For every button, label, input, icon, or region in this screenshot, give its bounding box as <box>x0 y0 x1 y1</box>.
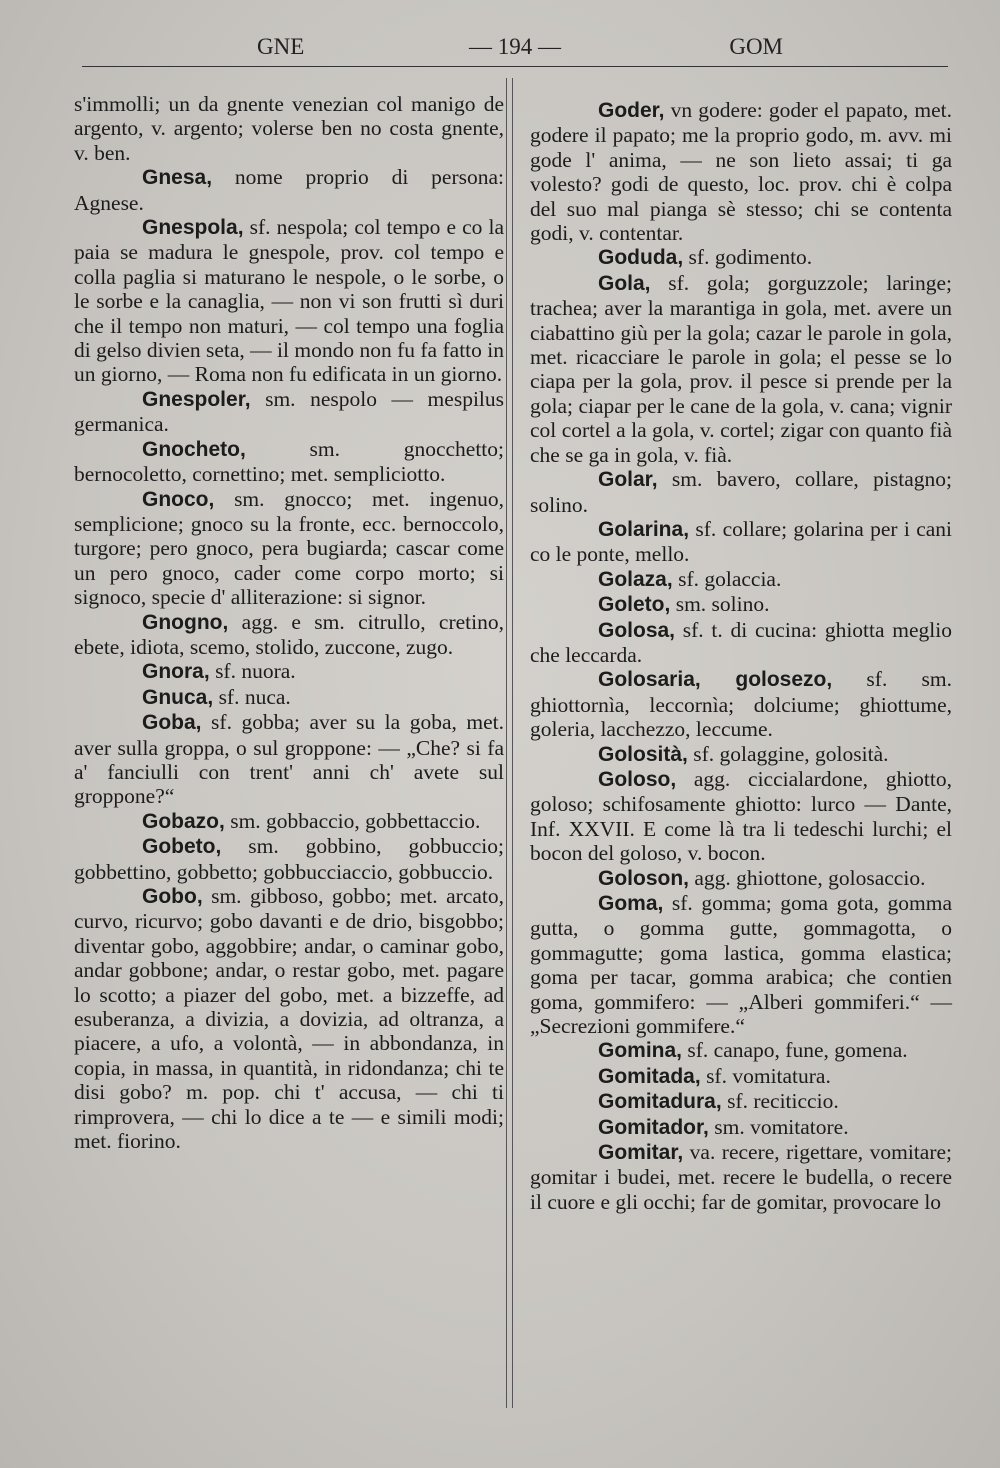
dictionary-entry <box>74 834 504 884</box>
page-number: — 194 — <box>469 34 561 59</box>
entry-definition: sf. nuca. <box>218 684 291 709</box>
entry-definition: sf. nuora. <box>215 659 296 684</box>
entry-definition: sf. golaccia. <box>678 566 782 591</box>
dictionary-entry <box>530 98 952 245</box>
entry-headword: Goder, <box>598 99 665 122</box>
entry-headword: Gnoco, <box>142 487 215 511</box>
entry-definition: nome proprio di persona: Agnese. <box>74 165 505 215</box>
entry-headword: Goma, <box>598 892 664 915</box>
dictionary-entry <box>530 467 952 517</box>
dictionary-entry <box>530 517 952 567</box>
dictionary-entry <box>74 610 504 660</box>
entry-headword: Golarina, <box>598 517 690 541</box>
dictionary-entry <box>74 92 504 165</box>
entry-definition: agg. ciccialardone, ghiotto, goloso; schifosamente ghiotto: lurco — Dante, Inf. XXVII. E come là tra li tedeschi lurchi; el bocon del goloso, v. bocon. <box>530 766 952 866</box>
dictionary-entry <box>530 1064 952 1089</box>
entry-definition: agg. ghiottone, golosaccio. <box>694 865 926 890</box>
dictionary-entry <box>530 245 952 270</box>
dictionary-entry <box>530 592 952 617</box>
entry-definition: sf. vomitatura. <box>706 1063 831 1088</box>
entry-headword: Goloso, <box>598 767 677 791</box>
header-left-guide-word: GNE <box>257 34 305 59</box>
entry-headword: Gola, <box>598 271 651 295</box>
entry-definition: sf. gomma; goma gota, gomma gutta, o gomma gutte, gommagotta, o gommagutte; goma lastica, gomma elastica; goma per tacar, gomma arabica; che contien goma, gommifero: — „Alberi gommiferi.“ — „Secrezioni gommifere.“ <box>530 891 953 1039</box>
entry-definition: sm. gnocco; met. ingenuo, semplicione; gnoco su la fronte, ecc. bernoccolo, turgore; pero gnoco, pera bugiarda; cascar come un pero gnoco, cader come corpo morto; si signoco, specie d' alliterazione: si signor. <box>74 486 504 610</box>
entry-definition: s'immolli; un da gnente venezian col manigo de argento, v. argento; volerse ben no costa gnente, v. ben. <box>74 92 504 165</box>
entry-headword: Gobeto, <box>142 835 222 859</box>
header-right-guide-word: GOM <box>729 34 783 59</box>
entry-definition: va. recere, rigettare, vomitare; gomitar i budei, met. recere le budella, o recere il cuore e gli occhi; far de gomitar, provocare lo <box>530 1140 952 1214</box>
dictionary-entry <box>74 884 504 1153</box>
entry-definition: sm. gibboso, gobbo; met. arcato, curvo, ricurvo; gobo davanti e de drio, bisgobbo; diventar gobo, aggobbire; andar, o caminar gobo, andar gobbone; andar, o restar gobo, met. pagare lo scotto; a piazer del gobo, met. a bizzeffe, ad esuberanza, a divizia, a dovizia, ad oltranza, a piacere, a ufo, a volontà, — in abbondanza, in copia, in massa, in quantità, in ridondanza; chi te disi gobo? m. pop. chi t' accusa, — chi ti rimprovera, — chi lo dice a te — e simili modi; met. fiorino. <box>74 884 504 1154</box>
entry-headword: Gnespoler, <box>142 387 251 411</box>
right-column <box>530 98 952 1214</box>
entry-definition: sf. sm. ghiottornìa, leccornìa; dolciume; ghiottume, goleria, lacchezzo, leccume. <box>530 667 952 742</box>
entry-headword: Gobo, <box>142 885 203 908</box>
entry-headword: Golosità, <box>598 742 688 766</box>
entry-definition: sf. golaggine, golosità. <box>693 741 889 766</box>
dictionary-entry <box>530 667 952 741</box>
dictionary-entry <box>530 271 952 467</box>
dictionary-entry <box>530 1089 952 1114</box>
dictionary-entry <box>74 487 504 610</box>
dictionary-entry <box>530 1140 952 1214</box>
entry-headword: Gnespola, <box>142 216 244 240</box>
entry-headword: Goba, <box>142 711 202 735</box>
dictionary-entry <box>74 215 504 387</box>
dictionary-entry <box>74 685 504 710</box>
dictionary-entry <box>74 710 504 809</box>
entry-definition: sf. gola; gorguzzole; laringe; trachea; aver la marantiga in gola, met. avere un ciabattino giù per la gola; cazar le parole in gola, met. ricacciare le parole in gola; el pesse se lo ciapa per la gola, prov. il pesce si prende per la gola; ciapar per le cane de la gola, v. cana; vignir col cortel a la gola, v. cortel; zigar con quanto fià che se ga in gola, v. fià. <box>530 270 953 467</box>
header-rule <box>82 66 948 67</box>
entry-definition: sm. nespolo — mespilus germanica. <box>74 386 505 437</box>
entry-headword: Gomina, <box>598 1039 683 1063</box>
entry-definition: sf. reciticcio. <box>727 1089 839 1114</box>
entry-definition: sm. gobbaccio, gobbettaccio. <box>230 808 481 833</box>
left-column <box>74 92 504 1153</box>
dictionary-entry <box>530 891 952 1038</box>
dictionary-entry <box>74 659 504 684</box>
entry-headword: Gnuca, <box>142 685 214 709</box>
dictionary-entry <box>74 809 504 834</box>
dictionary-entry <box>530 567 952 592</box>
entry-definition: vn godere: goder el papato, met. godere il papato; me la proprio godo, m. avv. mi gode l' anima, — ne son lieto assai; ti ga volesto? godi de questo, loc. prov. chi è colpa del suo mal pianga sè stesso; chi se contenta godi, v. contentar. <box>530 98 952 246</box>
dictionary-entry <box>74 437 504 487</box>
entry-headword: Gomitador, <box>598 1115 709 1139</box>
dictionary-entry <box>530 742 952 767</box>
column-divider <box>506 78 513 1408</box>
entry-definition: sm. gnocchetto; bernocoletto, cornettino; met. sempliciotto. <box>74 436 505 487</box>
entry-headword: Gomitadura, <box>598 1090 722 1114</box>
entry-headword: Gnesa, <box>142 166 213 190</box>
entry-definition: sm. bavero, collare, pistagno; solino. <box>530 467 952 517</box>
entry-headword: Gnocheto, <box>142 437 246 461</box>
entry-headword: Golosaria, golosezo, <box>598 668 833 692</box>
dictionary-entry <box>74 165 504 215</box>
entry-definition: agg. e sm. citrullo, cretino, ebete, idiota, scemo, stolido, zuccone, zugo. <box>74 609 504 659</box>
entry-headword: Gomitada, <box>598 1064 701 1088</box>
entry-headword: Golaza, <box>598 567 673 591</box>
entry-definition: sf. nespola; col tempo e co la paia se madura le gnespole, prov. col tempo e colla paglia si maturano le nespole, o le sorbe, o le sorbe e la canaglia, — non vi son frutti sì duri che il tempo non maturi, — col tempo una foglia di gelso divien seta, — il mondo non fu fa fatto in un giorno, — Roma non fu edificata in un giorno. <box>74 215 504 387</box>
dictionary-entry <box>530 1038 952 1063</box>
dictionary-entry <box>530 1115 952 1140</box>
entry-headword: Goleto, <box>598 593 671 617</box>
entry-headword: Goloson, <box>598 866 689 890</box>
entry-definition: sf. gobba; aver su la goba, met. aver sulla groppa, o sul groppone: — „Che? si fa a' fanciulli con trent' anni ch' avete sul groppone?“ <box>74 710 505 809</box>
entry-headword: Gnogno, <box>142 610 229 634</box>
entry-headword: Goduda, <box>598 246 684 270</box>
entry-headword: Gomitar, <box>598 1141 684 1165</box>
entry-definition: sf. t. di cucina: ghiotta meglio che leccarda. <box>530 617 952 667</box>
entry-definition: sf. canapo, fune, gomena. <box>687 1038 908 1063</box>
entry-headword: Golar, <box>598 468 658 492</box>
entry-definition: sf. collare; golarina per i cani co le ponte, mello. <box>530 516 952 567</box>
entry-definition: sm. vomitatore. <box>714 1114 849 1139</box>
dictionary-entry <box>530 866 952 891</box>
entry-definition: sf. godimento. <box>688 245 813 270</box>
entry-headword: Gnora, <box>142 660 210 684</box>
dictionary-entry <box>530 767 952 866</box>
entry-definition: sm. gobbino, gobbuccio; gobbettino, gobbetto; gobbucciaccio, gobbuccio. <box>74 834 504 884</box>
dictionary-entry <box>74 387 504 437</box>
entry-headword: Golosa, <box>598 618 676 642</box>
dictionary-entry <box>530 618 952 668</box>
entry-headword: Gobazo, <box>142 809 225 833</box>
entry-definition: sm. solino. <box>675 592 770 617</box>
page-header <box>82 30 948 64</box>
